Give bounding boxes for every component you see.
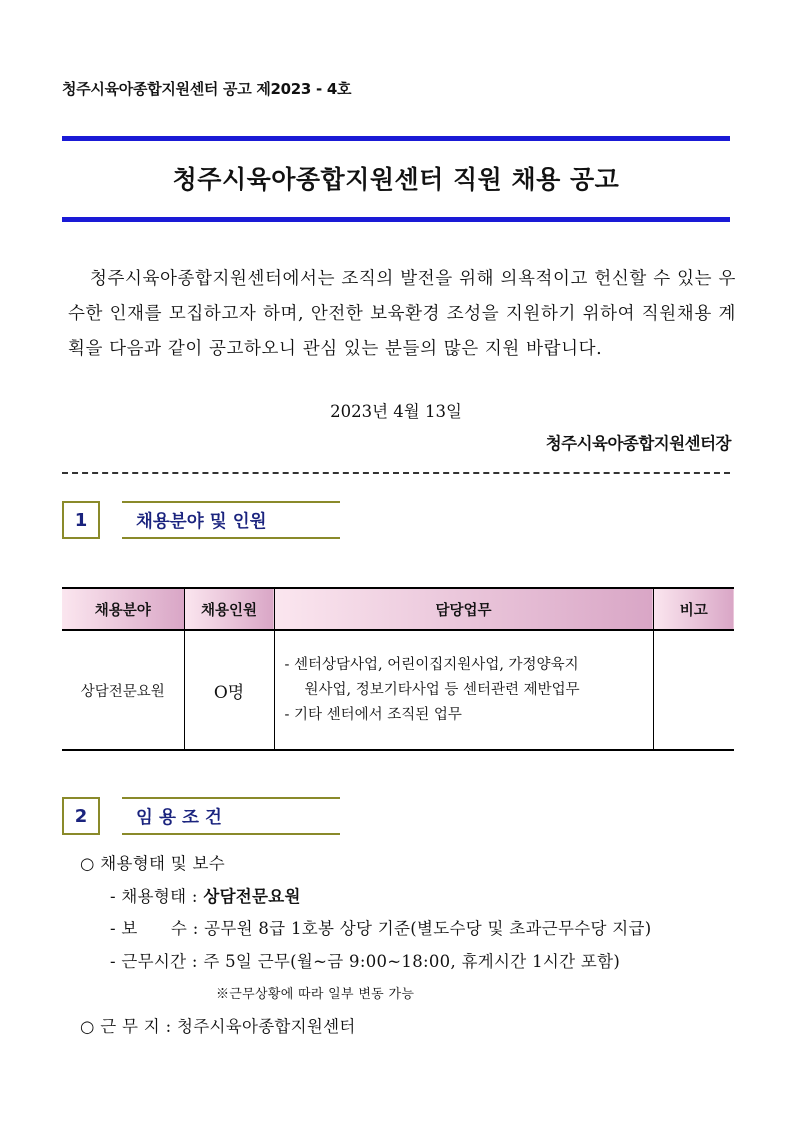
employment-type-line [110, 883, 301, 907]
section-2-title: 임 용 조 건 [122, 797, 340, 835]
recruitment-table [62, 587, 734, 751]
cell-count: O명 [184, 630, 274, 750]
header-count: 채용인원 [184, 588, 274, 630]
title-top-rule [62, 136, 730, 141]
duty-2: - 기타 센터에서 조직된 업무 [284, 706, 462, 723]
work-hours-line: - 근무시간 : 주 5일 근무(월~금 9:00~18:00, 휴게시간 1시간 포함) [110, 952, 621, 971]
header-duties: 담당업무 [274, 588, 653, 630]
dashed-divider [62, 472, 730, 474]
notice-number: 청주시육아종합지원센터 공고 제2023 - 4호 [62, 80, 352, 98]
section-2-number: 2 [62, 797, 100, 835]
workplace-line: ○ 근 무 지 : 청주시육아종합지원센터 [80, 1017, 356, 1036]
notice-date: 2023년 4월 13일 [330, 402, 462, 421]
title-bottom-rule [62, 217, 730, 222]
duty-1-continued: 원사업, 정보기타사업 등 센터관련 제반업무 [304, 681, 580, 698]
cell-remark [653, 630, 734, 750]
duty-1: - 센터상담사업, 어린이집지원사업, 가정양육지 [284, 656, 579, 673]
table-header-row [62, 588, 734, 630]
header-field: 채용분야 [62, 588, 184, 630]
header-remark: 비고 [653, 588, 734, 630]
cell-field: 상담전문요원 [62, 630, 184, 750]
section-1-title: 채용분야 및 인원 [122, 501, 340, 539]
employment-type-value: 상담전문요원 [203, 887, 301, 906]
section-1-number: 1 [62, 501, 100, 539]
pay-line: - 보 수 : 공무원 8급 1호봉 상당 기준(별도수당 및 초과근무수당 지급) [110, 919, 652, 938]
employment-type-label: - 채용형태 : [110, 887, 204, 906]
cell-duties [274, 630, 653, 750]
issuer: 청주시육아종합지원센터장 [545, 434, 731, 453]
page-title: 청주시육아종합지원센터 직원 채용 공고 [172, 165, 620, 194]
intro-paragraph: 청주시육아종합지원센터에서는 조직의 발전을 위해 의욕적이고 헌신할 수 있는 우수한 인재를 모집하고자 하며, 안전한 보육환경 조성을 지원하기 위하여 직원채용 계획을 다음과 같이 공고하오니 관심 있는 분들의 많은 지원 바랍니다. [68, 269, 736, 359]
work-hours-note: ※근무상황에 따라 일부 변동 가능 [216, 987, 415, 1002]
employment-type-heading: ○ 채용형태 및 보수 [80, 854, 226, 873]
table-row [62, 630, 734, 750]
